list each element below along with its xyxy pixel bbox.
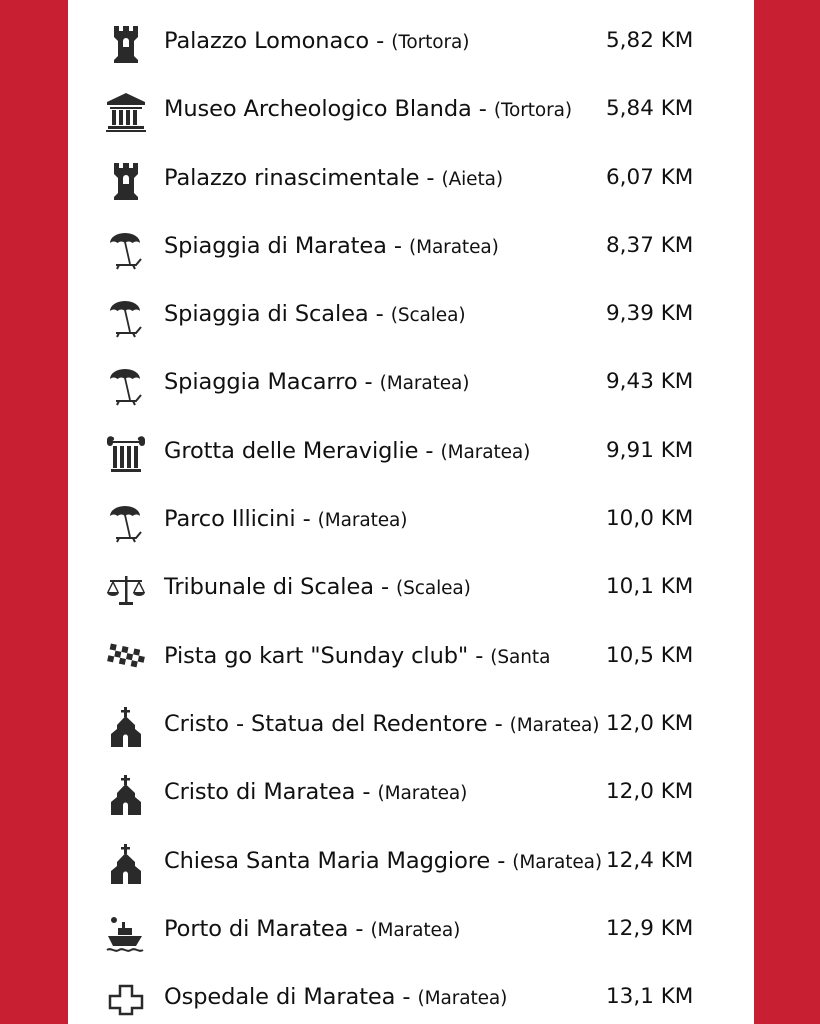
list-item-15[interactable] (68, 956, 754, 1024)
place-name: Palazzo Lomonaco - (Tortora) (164, 28, 470, 54)
list-item-13[interactable] (68, 820, 754, 888)
place-distance: 9,91 KM (606, 437, 694, 463)
place-town: (Aieta) (441, 168, 503, 190)
place-name: Ospedale di Maratea - (Maratea) (164, 984, 508, 1011)
list-item-1[interactable] (68, 0, 754, 68)
place-distance: 5,84 KM (606, 96, 694, 122)
place-distance: 10,1 KM (606, 574, 694, 600)
places-panel (68, 0, 754, 1024)
list-item-9[interactable] (68, 546, 754, 614)
place-distance: 12,9 KM (606, 915, 694, 941)
place-distance: 12,0 KM (606, 710, 694, 736)
place-name: Parco Illicini - (Maratea) (164, 506, 408, 533)
place-name: Grotta delle Meraviglie - (Maratea) (164, 437, 531, 464)
place-name: Pista go kart "Sunday club" - (Santa (164, 642, 551, 669)
place-distance: 12,0 KM (606, 779, 694, 805)
list-item-4[interactable] (68, 205, 754, 273)
place-name: Museo Archeologico Blanda - (Tortora) (164, 96, 572, 123)
church-icon (104, 705, 148, 749)
list-item-14[interactable] (68, 888, 754, 956)
place-town: (Maratea) (512, 851, 603, 873)
place-distance: 5,82 KM (606, 28, 694, 53)
castle-tower-icon (104, 159, 148, 203)
list-item-6[interactable] (68, 341, 754, 409)
castle-tower-icon (104, 22, 148, 66)
place-town: (Maratea) (509, 714, 600, 736)
place-name: Cristo - Statua del Redentore - (Maratea) (164, 710, 600, 737)
place-distance: 8,37 KM (606, 232, 694, 258)
nearby-places-list (68, 0, 754, 1024)
place-name: Chiesa Santa Maria Maggiore - (Maratea) (164, 847, 603, 874)
beach-umbrella-icon (104, 295, 148, 339)
place-name: Palazzo rinascimentale - (Aieta) (164, 164, 503, 191)
place-town: (Scalea) (396, 578, 471, 600)
ionic-column-icon (104, 432, 148, 476)
place-distance: 6,07 KM (606, 164, 694, 190)
place-town: (Scalea) (390, 305, 466, 327)
beach-umbrella-icon (104, 363, 148, 407)
list-item-12[interactable] (68, 751, 754, 819)
checkered-flag-icon (104, 637, 148, 681)
place-distance: 9,43 KM (606, 369, 694, 395)
place-town: (Maratea) (377, 783, 468, 805)
place-name: Spiaggia di Scalea - (Scalea) (164, 301, 466, 328)
list-item-5[interactable] (68, 273, 754, 341)
place-town: (Tortora) (493, 100, 572, 122)
list-item-7[interactable] (68, 410, 754, 478)
place-distance: 13,1 KM (606, 984, 694, 1010)
place-distance: 12,4 KM (606, 847, 694, 873)
place-name: Tribunale di Scalea - (Scalea) (164, 574, 471, 601)
place-name: Porto di Maratea - (Maratea) (164, 915, 461, 942)
list-item-11[interactable] (68, 683, 754, 751)
place-name: Spiaggia Macarro - (Maratea) (164, 369, 470, 396)
place-town: (Maratea) (440, 441, 531, 463)
place-name: Cristo di Maratea - (Maratea) (164, 779, 468, 806)
place-town: (Maratea) (408, 236, 499, 258)
place-town: (Santa (490, 646, 551, 668)
list-item-10[interactable] (68, 615, 754, 683)
place-town: (Maratea) (317, 510, 408, 532)
place-town: (Maratea) (417, 988, 508, 1010)
place-distance: 10,0 KM (606, 506, 694, 532)
beach-umbrella-icon (104, 227, 148, 271)
list-item-3[interactable] (68, 137, 754, 205)
beach-umbrella-icon (104, 500, 148, 544)
place-distance: 10,5 KM (606, 642, 694, 668)
church-icon (104, 842, 148, 886)
hospital-cross-icon (104, 978, 148, 1022)
place-town: (Tortora) (391, 32, 470, 53)
museum-icon (104, 90, 148, 134)
list-item-2[interactable] (68, 68, 754, 136)
boat-icon (104, 910, 148, 954)
list-item-8[interactable] (68, 478, 754, 546)
place-distance: 9,39 KM (606, 301, 694, 327)
place-town: (Maratea) (370, 919, 461, 941)
church-icon (104, 773, 148, 817)
place-name: Spiaggia di Maratea - (Maratea) (164, 232, 499, 259)
place-town: (Maratea) (379, 373, 470, 395)
scales-icon (104, 568, 148, 612)
